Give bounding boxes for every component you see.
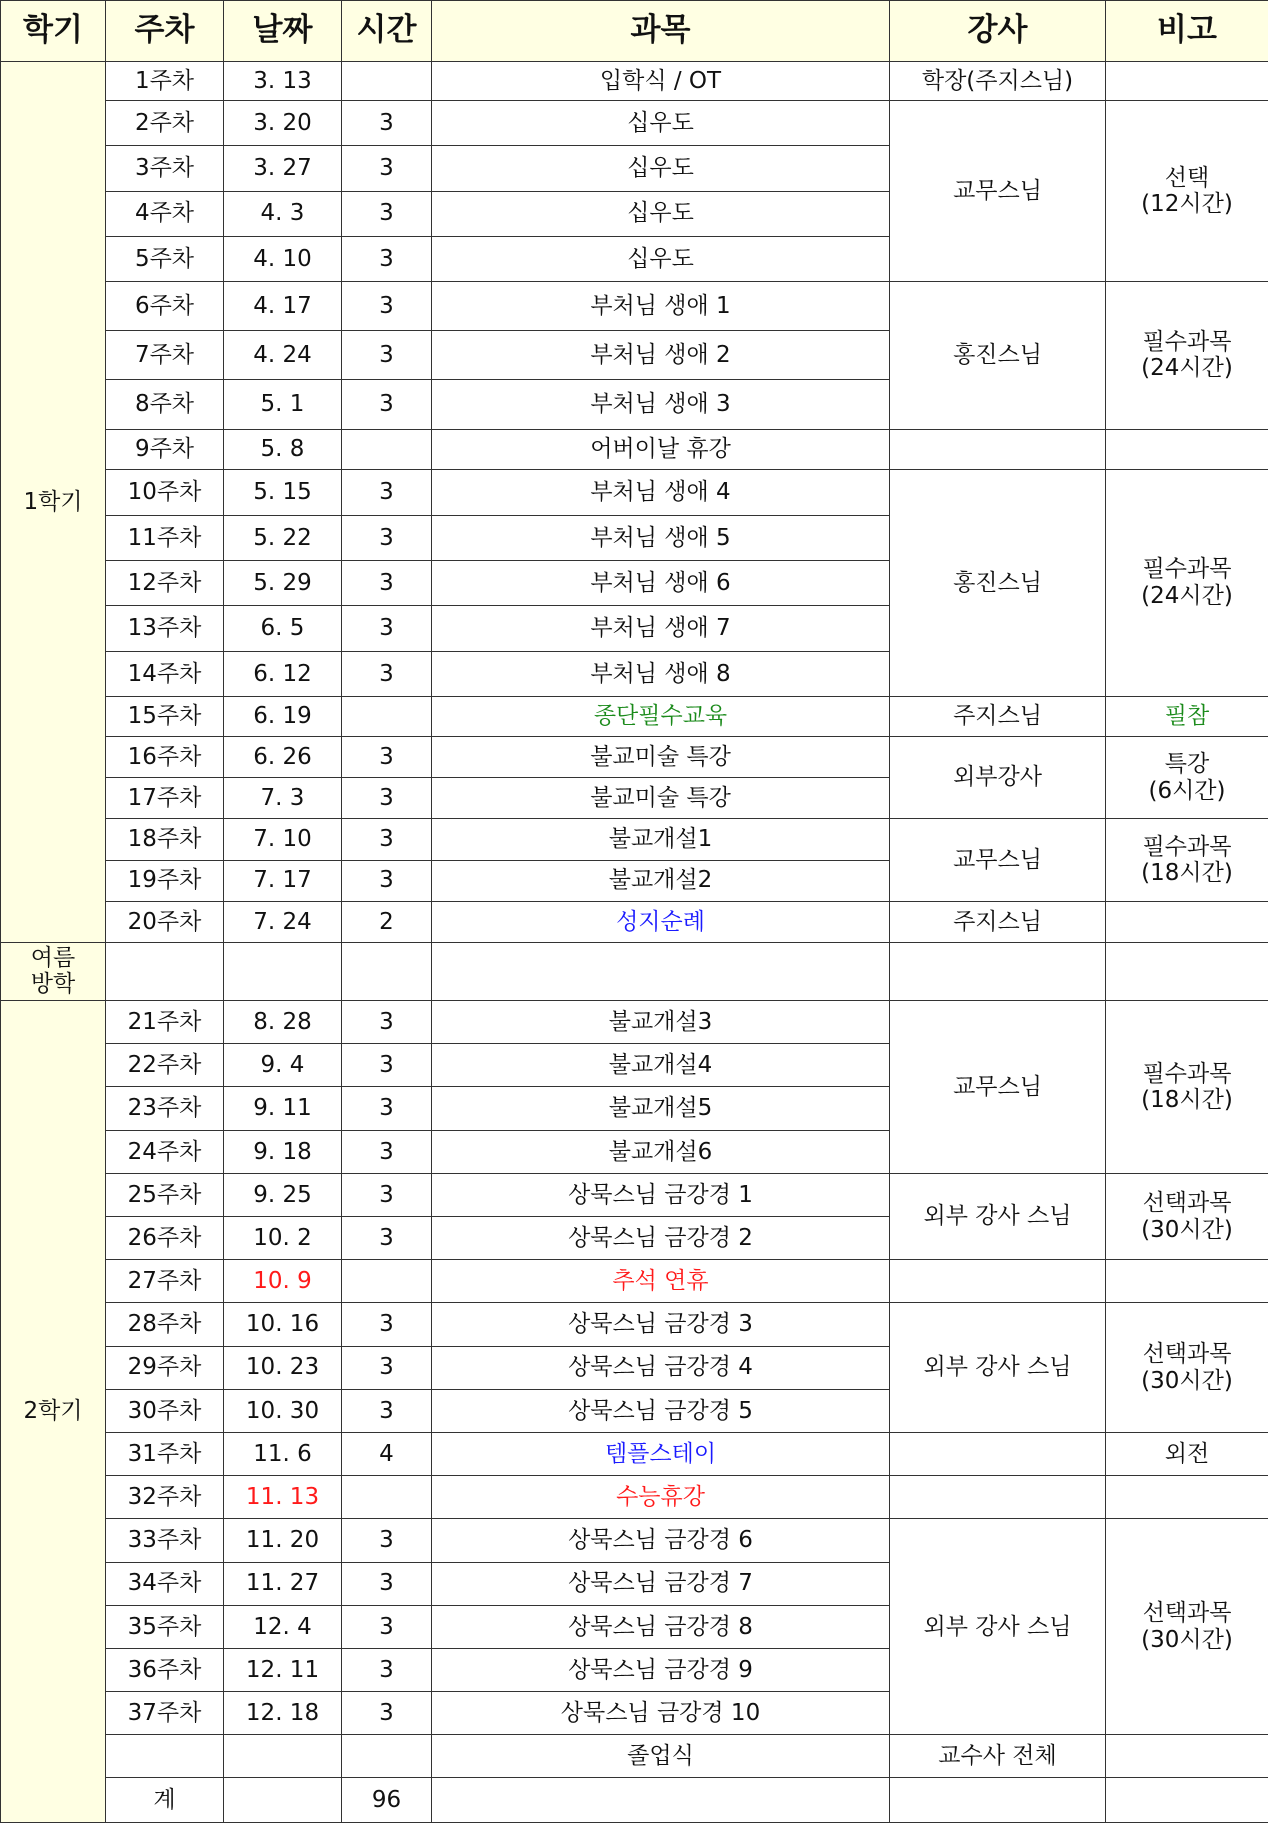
instructor-cell: 홍진스님 [890,281,1106,429]
subject-cell: 상묵스님 금강경 4 [432,1346,890,1389]
subject-cell: 불교미술 특강 [432,778,890,819]
hours-cell: 3 [342,380,432,429]
date-cell [224,942,342,1000]
instructor-cell: 외부 강사 스님 [890,1519,1106,1735]
hours-cell: 3 [342,651,432,696]
table-row [1,901,1268,942]
hours-cell: 3 [342,606,432,651]
remark-cell: 필수과목 (18시간) [1106,819,1268,901]
hours-cell: 3 [342,1692,432,1735]
hours-cell: 3 [342,281,432,330]
date-cell: 3. 27 [224,146,342,191]
date-cell: 5. 8 [224,429,342,469]
remark-cell: 선택 (12시간) [1106,101,1268,282]
week-cell: 26주차 [106,1217,224,1260]
subject-cell: 템플스테이 [432,1432,890,1475]
remark-cell: 외전 [1106,1432,1268,1475]
table-row [1,1303,1268,1346]
table-row [1,469,1268,515]
week-cell: 8주차 [106,380,224,429]
date-cell: 5. 29 [224,561,342,606]
remark-cell [1106,942,1268,1000]
header-hours: 시간 [342,1,432,62]
remark-cell: 필수과목 (24시간) [1106,469,1268,696]
subject-cell: 상묵스님 금강경 7 [432,1562,890,1605]
hours-cell: 3 [342,191,432,236]
week-cell: 2주차 [106,101,224,146]
subject-cell: 종단필수교육 [432,696,890,736]
hours-cell: 3 [342,1044,432,1087]
hours-cell [342,942,432,1000]
week-cell: 1주차 [106,62,224,101]
subject-cell: 상묵스님 금강경 2 [432,1217,890,1260]
total-label: 계 [106,1778,224,1823]
instructor-cell [890,1260,1106,1303]
semester-cell: 2학기 [1,1001,106,1823]
table-row [1,101,1268,146]
hours-cell: 3 [342,516,432,561]
remark-cell [1106,429,1268,469]
hours-cell: 3 [342,101,432,146]
date-cell: 6. 5 [224,606,342,651]
remark-cell [1106,1260,1268,1303]
instructor-cell: 교무스님 [890,101,1106,282]
hours-cell: 3 [342,1389,432,1432]
instructor-cell: 학장(주지스님) [890,62,1106,101]
subject-cell: 상묵스님 금강경 1 [432,1173,890,1216]
hours-cell: 3 [342,1648,432,1691]
date-cell [224,1735,342,1778]
remark-cell [1106,62,1268,101]
header-instructor: 강사 [890,1,1106,62]
hours-cell: 3 [342,1130,432,1173]
subject-cell: 상묵스님 금강경 8 [432,1605,890,1648]
subject-cell: 부처님 생애 5 [432,516,890,561]
week-cell: 14주차 [106,651,224,696]
date-cell: 4. 17 [224,281,342,330]
week-cell: 13주차 [106,606,224,651]
semester-cell: 1학기 [1,62,106,943]
date-cell: 5. 1 [224,380,342,429]
table-row [1,696,1268,736]
week-cell: 9주차 [106,429,224,469]
table-row [1,429,1268,469]
week-cell: 27주차 [106,1260,224,1303]
graduation-instructor: 교수사 전체 [890,1735,1106,1778]
table-row [1,281,1268,330]
hours-cell: 3 [342,1217,432,1260]
date-cell: 7. 10 [224,819,342,860]
week-cell: 33주차 [106,1519,224,1562]
subject-cell: 부처님 생애 7 [432,606,890,651]
subject-cell: 불교개설3 [432,1001,890,1044]
date-cell: 12. 11 [224,1648,342,1691]
week-cell [106,942,224,1000]
instructor-cell: 주지스님 [890,901,1106,942]
date-cell: 10. 30 [224,1389,342,1432]
hours-cell: 3 [342,778,432,819]
subject-cell: 부처님 생애 2 [432,331,890,380]
hours-cell: 3 [342,737,432,778]
week-cell: 25주차 [106,1173,224,1216]
date-cell: 9. 11 [224,1087,342,1130]
table-row [1,1173,1268,1216]
summer-break-cell: 여름 방학 [1,942,106,1000]
instructor-cell [890,1778,1106,1823]
instructor-cell: 주지스님 [890,696,1106,736]
subject-cell: 불교개설6 [432,1130,890,1173]
week-cell: 12주차 [106,561,224,606]
subject-cell: 불교개설2 [432,860,890,901]
week-cell: 28주차 [106,1303,224,1346]
subject-cell [432,1778,890,1823]
date-cell [224,1778,342,1823]
hours-cell: 3 [342,860,432,901]
hours-cell: 3 [342,561,432,606]
week-cell: 10주차 [106,469,224,515]
header-week: 주차 [106,1,224,62]
subject-cell [432,942,890,1000]
date-cell: 5. 22 [224,516,342,561]
instructor-cell: 홍진스님 [890,469,1106,696]
table-row [1,1260,1268,1303]
subject-cell: 부처님 생애 3 [432,380,890,429]
subject-cell: 성지순례 [432,901,890,942]
date-cell: 11. 6 [224,1432,342,1475]
subject-cell: 수능휴강 [432,1476,890,1519]
subject-cell: 상묵스님 금강경 10 [432,1692,890,1735]
remark-cell: 선택과목 (30시간) [1106,1303,1268,1433]
subject-cell: 십우도 [432,101,890,146]
date-cell: 12. 4 [224,1605,342,1648]
table-row [1,1432,1268,1475]
subject-cell: 십우도 [432,146,890,191]
week-cell: 7주차 [106,331,224,380]
date-cell: 10. 9 [224,1260,342,1303]
week-cell: 24주차 [106,1130,224,1173]
hours-cell [342,696,432,736]
subject-cell: 십우도 [432,191,890,236]
instructor-cell: 외부강사 [890,737,1106,819]
subject-cell: 십우도 [432,236,890,281]
date-cell: 3. 13 [224,62,342,101]
date-cell: 4. 10 [224,236,342,281]
hours-cell [342,1735,432,1778]
subject-cell: 부처님 생애 1 [432,281,890,330]
remark-cell [1106,1778,1268,1823]
week-cell: 11주차 [106,516,224,561]
week-cell: 29주차 [106,1346,224,1389]
table-row [1,1476,1268,1519]
hours-cell: 3 [342,1346,432,1389]
week-cell: 4주차 [106,191,224,236]
week-cell: 34주차 [106,1562,224,1605]
week-cell: 35주차 [106,1605,224,1648]
hours-cell: 3 [342,819,432,860]
week-cell: 23주차 [106,1087,224,1130]
week-cell: 15주차 [106,696,224,736]
subject-cell: 부처님 생애 8 [432,651,890,696]
instructor-cell: 교무스님 [890,1001,1106,1174]
hours-cell: 3 [342,469,432,515]
hours-cell: 3 [342,1605,432,1648]
date-cell: 11. 20 [224,1519,342,1562]
date-cell: 6. 19 [224,696,342,736]
hours-cell [342,1260,432,1303]
date-cell: 7. 24 [224,901,342,942]
remark-cell: 필수과목 (24시간) [1106,281,1268,429]
week-cell: 22주차 [106,1044,224,1087]
subject-cell: 어버이날 휴강 [432,429,890,469]
week-cell: 17주차 [106,778,224,819]
week-cell: 36주차 [106,1648,224,1691]
date-cell: 5. 15 [224,469,342,515]
subject-cell: 추석 연휴 [432,1260,890,1303]
week-cell [106,1735,224,1778]
week-cell: 3주차 [106,146,224,191]
graduation-subject: 졸업식 [432,1735,890,1778]
instructor-cell: 외부 강사 스님 [890,1303,1106,1433]
week-cell: 30주차 [106,1389,224,1432]
hours-cell: 3 [342,1303,432,1346]
instructor-cell [890,942,1106,1000]
header-remark: 비고 [1106,1,1268,62]
week-cell: 20주차 [106,901,224,942]
hours-cell [342,1476,432,1519]
header-subject: 과목 [432,1,890,62]
table-row [1,819,1268,860]
date-cell: 12. 18 [224,1692,342,1735]
date-cell: 4. 24 [224,331,342,380]
date-cell: 6. 26 [224,737,342,778]
header-row [1,1,1268,62]
date-cell: 11. 13 [224,1476,342,1519]
table-row [1,942,1268,1000]
hours-cell [342,429,432,469]
week-cell: 6주차 [106,281,224,330]
table-row [1,62,1268,101]
instructor-cell [890,429,1106,469]
remark-cell [1106,1735,1268,1778]
subject-cell: 상묵스님 금강경 6 [432,1519,890,1562]
subject-cell: 불교미술 특강 [432,737,890,778]
header-date: 날짜 [224,1,342,62]
date-cell: 9. 18 [224,1130,342,1173]
remark-cell: 필수과목 (18시간) [1106,1001,1268,1174]
table-row [1,737,1268,778]
remark-cell: 선택과목 (30시간) [1106,1173,1268,1259]
week-cell: 31주차 [106,1432,224,1475]
subject-cell: 상묵스님 금강경 3 [432,1303,890,1346]
date-cell: 10. 16 [224,1303,342,1346]
date-cell: 7. 3 [224,778,342,819]
header-semester: 학기 [1,1,106,62]
date-cell: 10. 2 [224,1217,342,1260]
subject-cell: 불교개설5 [432,1087,890,1130]
hours-cell: 3 [342,331,432,380]
hours-cell: 3 [342,1562,432,1605]
week-cell: 16주차 [106,737,224,778]
date-cell: 9. 4 [224,1044,342,1087]
remark-cell: 선택과목 (30시간) [1106,1519,1268,1735]
week-cell: 32주차 [106,1476,224,1519]
hours-cell: 3 [342,1087,432,1130]
date-cell: 3. 20 [224,101,342,146]
total-row [1,1778,1268,1823]
subject-cell: 부처님 생애 6 [432,561,890,606]
remark-cell: 특강 (6시간) [1106,737,1268,819]
date-cell: 6. 12 [224,651,342,696]
remark-cell [1106,1476,1268,1519]
week-cell: 18주차 [106,819,224,860]
week-cell: 37주차 [106,1692,224,1735]
hours-cell [342,62,432,101]
table-row [1,1001,1268,1044]
remark-cell [1106,901,1268,942]
date-cell: 4. 3 [224,191,342,236]
hours-cell: 2 [342,901,432,942]
date-cell: 8. 28 [224,1001,342,1044]
hours-cell: 3 [342,1519,432,1562]
subject-cell: 불교개설1 [432,819,890,860]
subject-cell: 부처님 생애 4 [432,469,890,515]
instructor-cell: 교무스님 [890,819,1106,901]
total-hours: 96 [342,1778,432,1823]
subject-cell: 상묵스님 금강경 9 [432,1648,890,1691]
hours-cell: 3 [342,236,432,281]
week-cell: 19주차 [106,860,224,901]
table-row [1,1519,1268,1562]
hours-cell: 3 [342,1173,432,1216]
date-cell: 9. 25 [224,1173,342,1216]
date-cell: 10. 23 [224,1346,342,1389]
instructor-cell [890,1432,1106,1475]
hours-cell: 3 [342,146,432,191]
remark-cell: 필참 [1106,696,1268,736]
table-row [1,1735,1268,1778]
subject-cell: 불교개설4 [432,1044,890,1087]
week-cell: 21주차 [106,1001,224,1044]
instructor-cell: 외부 강사 스님 [890,1173,1106,1259]
subject-cell: 상묵스님 금강경 5 [432,1389,890,1432]
instructor-cell [890,1476,1106,1519]
hours-cell: 3 [342,1001,432,1044]
hours-cell: 4 [342,1432,432,1475]
date-cell: 11. 27 [224,1562,342,1605]
subject-cell: 입학식 / OT [432,62,890,101]
date-cell: 7. 17 [224,860,342,901]
week-cell: 5주차 [106,236,224,281]
